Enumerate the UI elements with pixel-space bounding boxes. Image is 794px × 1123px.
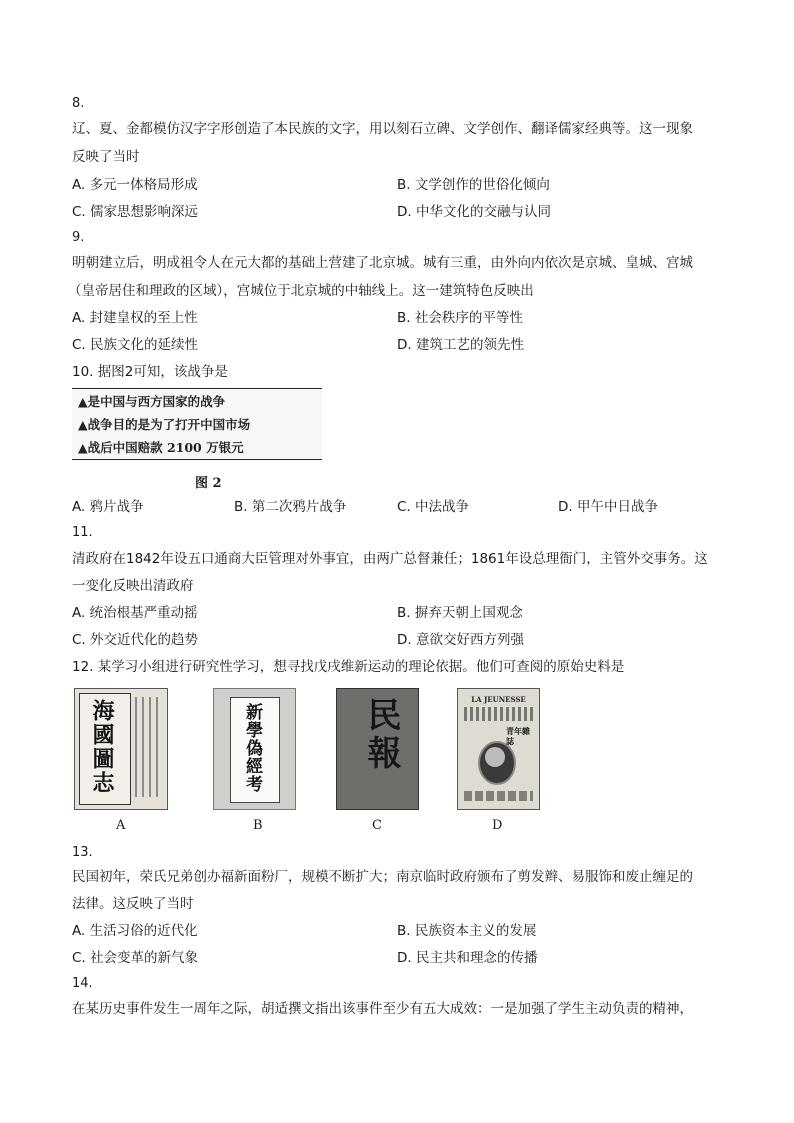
question-11-number: 11. — [72, 525, 93, 540]
question-9-option-c: C. 民族文化的延续性 — [72, 337, 199, 353]
book-image-d — [457, 688, 540, 810]
question-10-option-a: A. 鸦片战争 — [72, 499, 144, 515]
image-label-a: A — [116, 818, 126, 833]
figure-2-line: ▲战后中国赔款 2100 万银元 — [78, 440, 244, 455]
question-9-option-a: A. 封建皇权的至上性 — [72, 310, 198, 326]
question-11-option-c: C. 外交近代化的趋势 — [72, 632, 199, 648]
image-label-d: D — [492, 818, 503, 833]
book-a-title: 海國圖志 — [89, 699, 115, 795]
figure-2-box — [72, 388, 322, 460]
question-13-stem-line1: 民国初年，荣氏兄弟创办福新面粉厂，规模不断扩大；南京临时政府颁布了剪发辫、易服饰和废止缠足的 — [72, 869, 693, 885]
question-8-stem-line1: 辽、夏、金都模仿汉字字形创造了本民族的文字，用以刻石立碑、文学创作、翻译儒家经典等。这一现象 — [72, 121, 693, 137]
question-9-option-d: D. 建筑工艺的领先性 — [397, 337, 524, 353]
question-10-stem: 10. 据图2可知，该战争是 — [72, 364, 228, 380]
question-14-number: 14. — [72, 976, 93, 991]
book-d-banner: LA JEUNESSE — [471, 695, 526, 704]
question-9-number: 9. — [72, 230, 85, 245]
question-13-option-d: D. 民主共和理念的传播 — [397, 950, 538, 966]
book-image-c — [336, 688, 419, 810]
question-12-stem: 12. 某学习小组进行研究性学习，想寻找戊戌维新运动的理论依据。他们可查阅的原始史料是 — [72, 659, 625, 675]
question-13-stem-line2: 法律。这反映了当时 — [72, 896, 194, 912]
figure-2-caption: 图 2 — [195, 476, 222, 491]
question-13-number: 13. — [72, 845, 93, 860]
question-8-option-a: A. 多元一体格局形成 — [72, 177, 198, 193]
book-d-title: 青年雜誌 — [506, 727, 530, 746]
image-label-c: C — [372, 818, 382, 833]
question-10-option-c: C. 中法战争 — [397, 499, 470, 515]
question-8-option-d: D. 中华文化的交融与认同 — [397, 204, 551, 220]
question-13-option-c: C. 社会变革的新气象 — [72, 950, 199, 966]
question-11-stem-line2: 一变化反映出清政府 — [72, 578, 194, 594]
image-label-b: B — [253, 818, 263, 833]
question-8-number: 8. — [72, 96, 85, 111]
question-9-stem-line1: 明朝建立后，明成祖令人在元大都的基础上营建了北京城。城有三重，由外向内依次是京城、皇城、宫城 — [72, 255, 693, 271]
question-10-option-b: B. 第二次鸦片战争 — [234, 499, 347, 515]
question-11-stem-line1: 清政府在1842年设五口通商大臣管理对外事宜，由两广总督兼任；1861年设总理衙门，主管外交事务。这 — [72, 551, 708, 567]
question-11-option-a: A. 统治根基严重动摇 — [72, 605, 198, 621]
question-8-stem-line2: 反映了当时 — [72, 149, 140, 165]
book-image-b — [213, 688, 296, 810]
question-8-option-b: B. 文学创作的世俗化倾向 — [397, 177, 550, 193]
question-9-stem-line2: （皇帝居住和理政的区域），宫城位于北京城的中轴线上。这一建筑特色反映出 — [68, 283, 534, 299]
question-9-option-b: B. 社会秩序的平等性 — [397, 310, 523, 326]
figure-2-line: ▲是中国与西方国家的战争 — [78, 394, 226, 409]
question-13-option-a: A. 生活习俗的近代化 — [72, 923, 198, 939]
question-8-option-c: C. 儒家思想影响深远 — [72, 204, 199, 220]
question-14-stem-line1: 在某历史事件发生一周年之际，胡适撰文指出该事件至少有五大成效：一是加强了学生主动负责的精神， — [72, 1001, 693, 1017]
question-11-option-d: D. 意欲交好西方列强 — [397, 632, 524, 648]
book-c-title: 民報 — [361, 697, 401, 773]
book-image-a — [74, 688, 168, 810]
question-13-option-b: B. 民族资本主义的发展 — [397, 923, 537, 939]
question-11-option-b: B. 摒弃天朝上国观念 — [397, 605, 523, 621]
book-b-title: 新學偽經考 — [242, 703, 262, 793]
figure-2-line: ▲战争目的是为了打开中国市场 — [78, 417, 251, 432]
question-10-option-d: D. 甲午中日战争 — [558, 499, 658, 515]
